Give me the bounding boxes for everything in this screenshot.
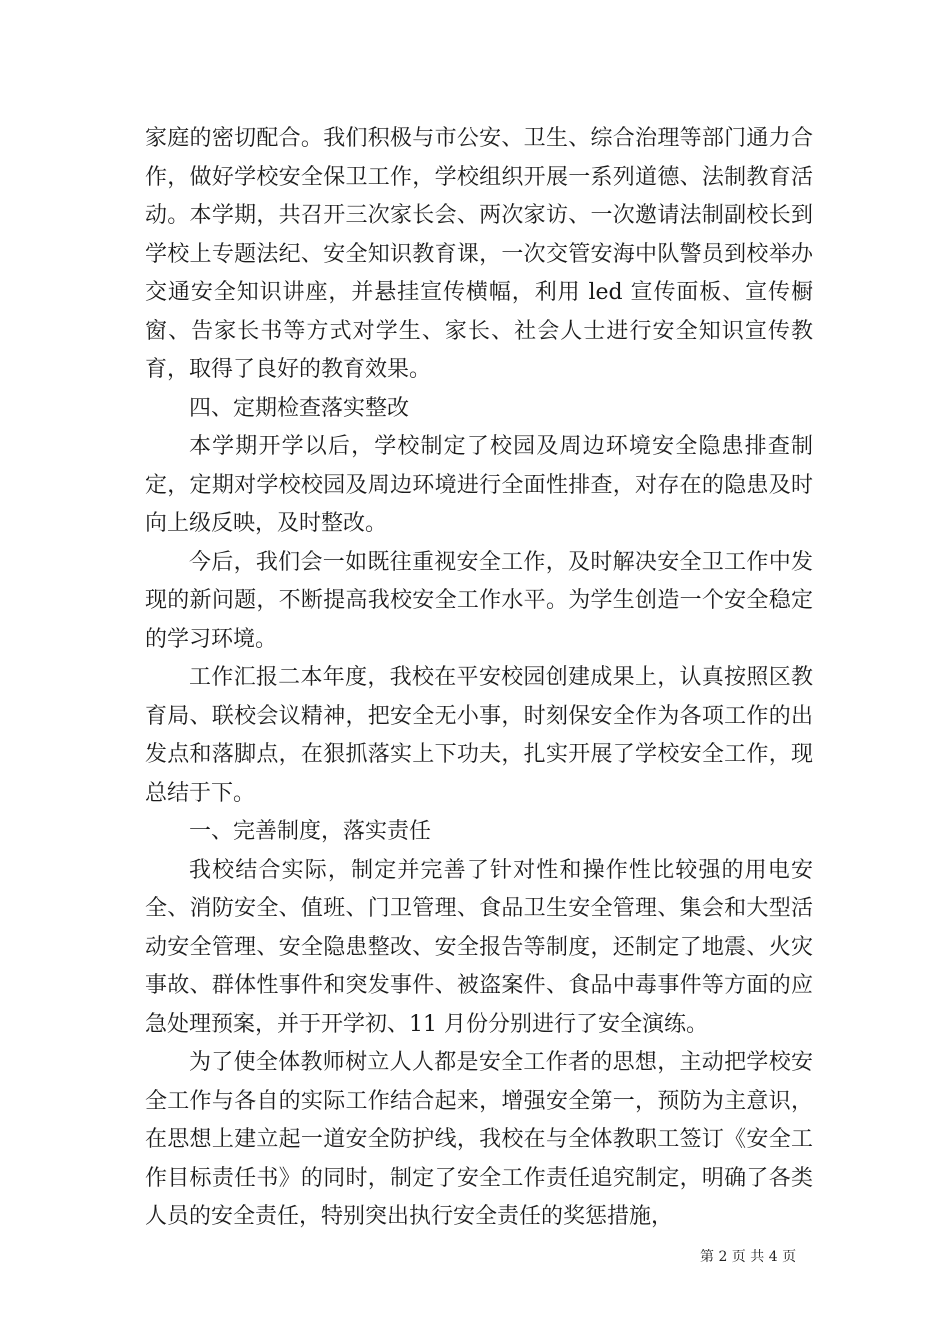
section-heading-system: 一、完善制度，落实责任 — [189, 819, 432, 844]
paragraph-inspection: 本学期开学以后，学校制定了校园及周边环境安全隐患排查制定，定期对学校校园及周边环境进行全面性排查，对存在的隐患及时向上级反映，及时整改。 — [145, 434, 813, 536]
section-heading-inspection: 四、定期检查落实整改 — [189, 395, 410, 421]
paragraph-responsibility: 为了使全体教师树立人人都是安全工作者的思想，主动把学校安全工作与各自的实际工作结合起来，增强安全第一，预防为主意识，在思想上建立起一道安全防护线，我校在与全体教职工签订《安全工作目标责任书》的同时，制定了安全工作责任追究制定，明确了各类人员的安全责任，特别突出执行安全责任的奖惩措施， — [145, 1050, 813, 1229]
document-body — [145, 120, 813, 1237]
page-number-footer: 第 2 页 共 4 页 — [700, 1249, 797, 1265]
paragraph-cooperation: 家庭的密切配合。我们积极与市公安、卫生、综合治理等部门通力合作，做好学校安全保卫工作，学校组织开展一系列道德、法制教育活动。本学期，共召开三次家长会、两次家访、一次邀请法制副校长到学校上专题法纪、安全知识教育课，一次交管安海中队警员到校举办交通安全知识讲座，并悬挂宣传横幅，利用 led 宣传面板、宣传橱窗、告家长书等方式对学生、家长、社会人士进行安全知识宣传教育，取得了良好的教育效果。 — [145, 126, 813, 382]
paragraph-system: 我校结合实际，制定并完善了针对性和操作性比较强的用电安全、消防安全、值班、门卫管理、食品卫生安全管理、集会和大型活动安全管理、安全隐患整改、安全报告等制度，还制定了地震、火灾事故、群体性事件和突发事件、被盗案件、食品中毒事件等方面的应急处理预案，并于开学初、11 月份分别进行了安全演练。 — [145, 857, 813, 1037]
paragraph-report-two-intro: 工作汇报二本年度，我校在平安校园创建成果上，认真按照区教育局、联校会议精神，把安全无小事，时刻保安全作为各项工作的出发点和落脚点，在狠抓落实上下功夫，扎实开展了学校安全工作，现总结于下。 — [145, 665, 813, 806]
paragraph-future: 今后，我们会一如既往重视安全工作，及时解决安全卫工作中发现的新问题，不断提高我校安全工作水平。为学生创造一个安全稳定的学习环境。 — [145, 549, 813, 652]
